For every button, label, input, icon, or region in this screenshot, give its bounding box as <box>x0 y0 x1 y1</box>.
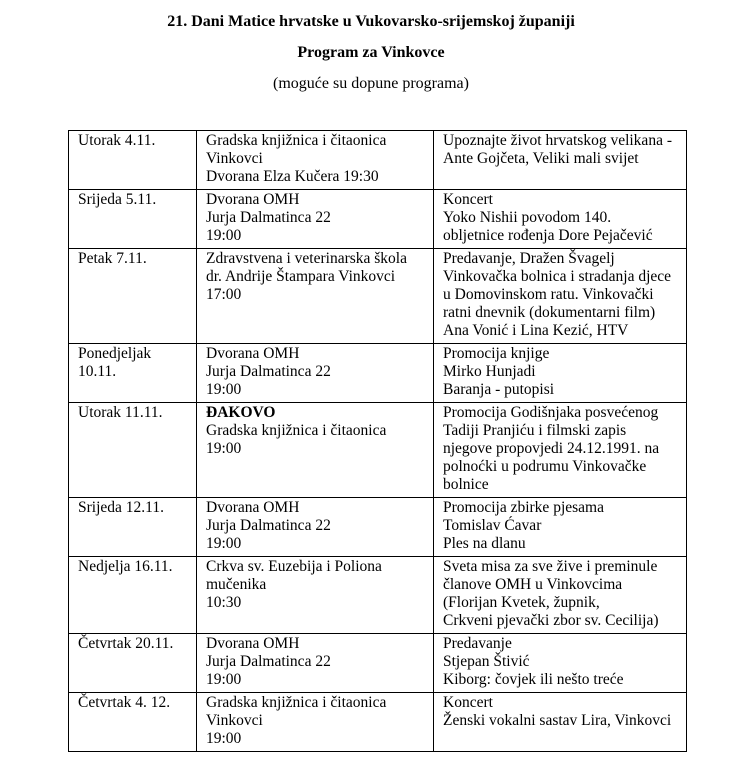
cell-line: Ana Vonić i Lina Kezić, HTV <box>443 322 629 339</box>
cell-event <box>434 131 687 190</box>
cell-line: Nedjelja 16.11. <box>78 558 173 575</box>
cell-line: Promocija knjige <box>443 345 550 362</box>
cell-date <box>69 249 197 344</box>
cell-line: Jurja Dalmatinca 22 <box>206 517 331 534</box>
cell-date <box>69 693 197 752</box>
cell-venue <box>197 131 434 190</box>
cell-line: Koncert <box>443 694 493 711</box>
cell-line: Dvorana OMH <box>206 499 300 516</box>
cell-line: Predavanje, Dražen Švagelj <box>443 250 615 267</box>
cell-event <box>434 693 687 752</box>
cell-line: Kiborg: čovjek ili nešto treće <box>443 671 624 688</box>
cell-line: Promocija Godišnjaka posvećenog <box>443 404 659 421</box>
cell-line: ĐAKOVO <box>206 404 276 421</box>
table-row <box>69 498 687 557</box>
cell-line: Vinkovačka bolnica i stradanja djece <box>443 268 672 285</box>
cell-line: 19:00 <box>206 730 242 747</box>
cell-line: dr. Andrije Štampara Vinkovci <box>206 268 396 285</box>
cell-line: Tomislav Ćavar <box>443 517 542 534</box>
cell-venue <box>197 498 434 557</box>
cell-line: Ples na dlanu <box>443 535 526 552</box>
cell-line: Upoznajte život hrvatskog velikana - <box>443 132 672 149</box>
cell-venue <box>197 190 434 249</box>
table-row <box>69 249 687 344</box>
cell-line: Jurja Dalmatinca 22 <box>206 653 331 670</box>
cell-line: Ante Gojčeta, Veliki mali svijet <box>443 150 639 167</box>
cell-event <box>434 557 687 634</box>
table-row <box>69 190 687 249</box>
cell-event <box>434 190 687 249</box>
cell-line: bolnice <box>443 476 489 493</box>
table-row <box>69 634 687 693</box>
cell-line: Crkva sv. Euzebija i Poliona <box>206 558 382 575</box>
cell-venue <box>197 693 434 752</box>
table-row <box>69 403 687 498</box>
cell-line: Vinkovci <box>206 150 263 167</box>
cell-line: Dvorana OMH <box>206 345 300 362</box>
cell-line: Baranja - putopisi <box>443 381 555 398</box>
cell-line: ratni dnevnik (dokumentarni film) <box>443 304 656 321</box>
cell-line: (Florijan Kvetek, župnik, <box>443 594 600 611</box>
cell-line: Vinkovci <box>206 712 263 729</box>
cell-line: Srijeda 5.11. <box>78 191 157 208</box>
cell-date <box>69 190 197 249</box>
table-row <box>69 131 687 190</box>
cell-line: Tadiji Pranjiću i filmski zapis <box>443 422 627 439</box>
document-header <box>0 0 742 93</box>
cell-line: Utorak 11.11. <box>78 404 163 421</box>
cell-date <box>69 557 197 634</box>
cell-line: mučenika <box>206 576 267 593</box>
cell-event <box>434 249 687 344</box>
cell-line: Gradska knjižnica i čitaonica <box>206 132 387 149</box>
cell-venue <box>197 557 434 634</box>
cell-line: 19:00 <box>206 671 242 688</box>
cell-line: obljetnice rođenja Dore Pejačević <box>443 227 653 244</box>
cell-line: Dvorana OMH <box>206 191 300 208</box>
cell-line: Dvorana Elza Kučera 19:30 <box>206 168 379 185</box>
cell-line: 19:00 <box>206 535 242 552</box>
cell-line: članove OMH u Vinkovcima <box>443 576 623 593</box>
cell-line: Petak 7.11. <box>78 250 147 267</box>
cell-line: 10:30 <box>206 594 242 611</box>
cell-line: Četvrtak 20.11. <box>78 635 174 652</box>
document-subtitle: Program za Vinkovce <box>297 44 445 61</box>
program-table-body <box>69 131 687 752</box>
program-table <box>68 130 687 752</box>
table-row <box>69 557 687 634</box>
cell-line: 10.11. <box>78 363 117 380</box>
cell-event <box>434 403 687 498</box>
cell-line: polnoćki u podrumu Vinkovačke <box>443 458 647 475</box>
cell-venue <box>197 634 434 693</box>
cell-venue <box>197 249 434 344</box>
cell-date <box>69 131 197 190</box>
cell-venue <box>197 344 434 403</box>
cell-line: Mirko Hunjadi <box>443 363 536 380</box>
table-row <box>69 344 687 403</box>
cell-line: u Domovinskom ratu. Vinkovački <box>443 286 654 303</box>
cell-line: Ženski vokalni sastav Lira, Vinkovci <box>443 712 672 729</box>
cell-line: Gradska knjižnica i čitaonica <box>206 422 387 439</box>
cell-event <box>434 498 687 557</box>
cell-line: Zdravstvena i veterinarska škola <box>206 250 407 267</box>
table-row <box>69 693 687 752</box>
cell-line: Dvorana OMH <box>206 635 300 652</box>
cell-line: 17:00 <box>206 286 242 303</box>
cell-date <box>69 344 197 403</box>
cell-line: Utorak 4.11. <box>78 132 156 149</box>
cell-line: Sveta misa za sve žive i preminule <box>443 558 658 575</box>
cell-line: Jurja Dalmatinca 22 <box>206 363 331 380</box>
cell-line: Yoko Nishii povodom 140. <box>443 209 612 226</box>
cell-date <box>69 634 197 693</box>
cell-line: Jurja Dalmatinca 22 <box>206 209 331 226</box>
cell-line: njegove propovjedi 24.12.1991. na <box>443 440 660 457</box>
cell-line: Crkveni pjevački zbor sv. Cecilija) <box>443 612 659 629</box>
cell-line: Promocija zbirke pjesama <box>443 499 604 516</box>
cell-date <box>69 403 197 498</box>
cell-line: Stjepan Štivić <box>443 653 530 670</box>
cell-line: 19:00 <box>206 440 242 457</box>
cell-event <box>434 344 687 403</box>
cell-line: Koncert <box>443 191 493 208</box>
cell-date <box>69 498 197 557</box>
cell-line: Ponedjeljak <box>78 345 152 362</box>
document-title: 21. Dani Matice hrvatske u Vukovarsko-srijemskoj županiji <box>167 13 575 30</box>
cell-event <box>434 634 687 693</box>
document-note: (moguće su dopune programa) <box>273 75 469 92</box>
cell-line: Gradska knjižnica i čitaonica <box>206 694 387 711</box>
cell-line: Predavanje <box>443 635 512 652</box>
cell-line: 19:00 <box>206 381 242 398</box>
cell-line: Srijeda 12.11. <box>78 499 164 516</box>
cell-line: Četvrtak 4. 12. <box>78 694 171 711</box>
cell-venue <box>197 403 434 498</box>
cell-line: 19:00 <box>206 227 242 244</box>
